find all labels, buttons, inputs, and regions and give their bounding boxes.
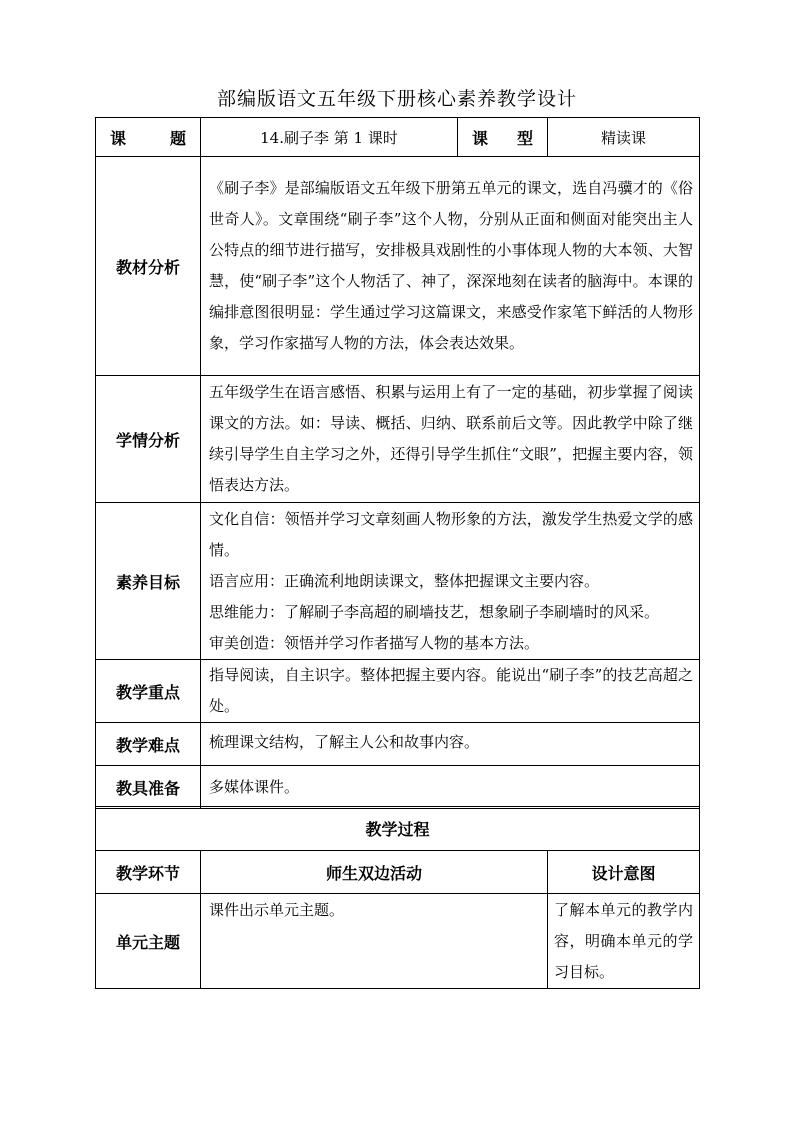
process-title-row [96,807,700,851]
topic-label: 课 题 [96,118,201,157]
goals-list [201,503,700,660]
student-analysis-label: 学情分析 [96,376,201,503]
document-title: 部编版语文五年级下册核心素养教学设计 [216,88,577,110]
lesson-plan-table [95,117,700,809]
difficulty-label: 教学难点 [96,723,201,766]
difficulty-row [96,723,700,766]
goals-row [96,503,700,660]
focus-row [96,660,700,723]
col-stage-header: 教学环节 [96,851,201,894]
lesson-type-value: 精读课 [548,118,700,157]
topic-value: 14.刷子李 第 1 课时 [201,118,458,157]
goal-item: 语言应用：正确流利地朗读课文，整体把握课文主要内容。 [209,571,600,590]
student-analysis-text: 五年级学生在语言感悟、积累与运用上有了一定的基础，初步掌握了阅读课文的方法。如：导读、概括、归纳、联系前后文等。因此教学中除了继续引导学生自主学习之外，还得引导学生抓住“文眼”，把握主要内容，领悟表达方法。 [201,376,700,503]
material-analysis-row [96,157,700,376]
goal-item: 思维能力：了解刷子李高超的刷墙技艺，想象刷子李刷墙时的风采。 [209,602,660,621]
col-intent-header: 设计意图 [548,851,700,894]
goal-item: 文化自信：领悟并学习文章刻画人物形象的方法，激发学生热爱文学的感情。 [209,509,693,559]
tools-row [96,766,700,809]
activity-cell: 课件出示单元主题。 [201,894,548,989]
goals-label: 素养目标 [96,503,201,660]
goal-item: 审美创造：领悟并学习作者描写人物的基本方法。 [209,633,540,652]
focus-label: 教学重点 [96,660,201,723]
student-analysis-row [96,376,700,503]
intent-cell: 了解本单元的教学内容，明确本单元的学习目标。 [548,894,700,989]
difficulty-text: 梳理课文结构，了解主人公和故事内容。 [201,723,700,766]
focus-text: 指导阅读，自主识字。整体把握主要内容。能说出“刷子李”的技艺高超之处。 [201,660,700,723]
material-analysis-label: 教材分析 [96,157,201,376]
tools-text: 多媒体课件。 [201,766,700,809]
process-header-row [96,851,700,894]
col-activity-header: 师生双边活动 [201,851,548,894]
process-table [95,806,700,989]
lesson-type-label: 课 型 [458,118,548,157]
process-row [96,894,700,989]
tools-label: 教具准备 [96,766,201,809]
process-title: 教学过程 [96,807,700,851]
stage-cell: 单元主题 [96,894,201,989]
material-analysis-text: 《刷子李》是部编版语文五年级下册第五单元的课文，选自冯骥才的《俗世奇人》。文章围绕“刷子李”这个人物，分别从正面和侧面对能突出主人公特点的细节进行描写，安排极具戏剧性的小事体现人物的大本领、大智慧，使“刷子李”这个人物活了、神了，深深地刻在读者的脑海中。本课的编排意图很明显：学生通过学习这篇课文，来感受作家笔下鲜活的人物形象，学习作家描写人物的方法，体会表达效果。 [201,157,700,376]
info-row [96,118,700,157]
